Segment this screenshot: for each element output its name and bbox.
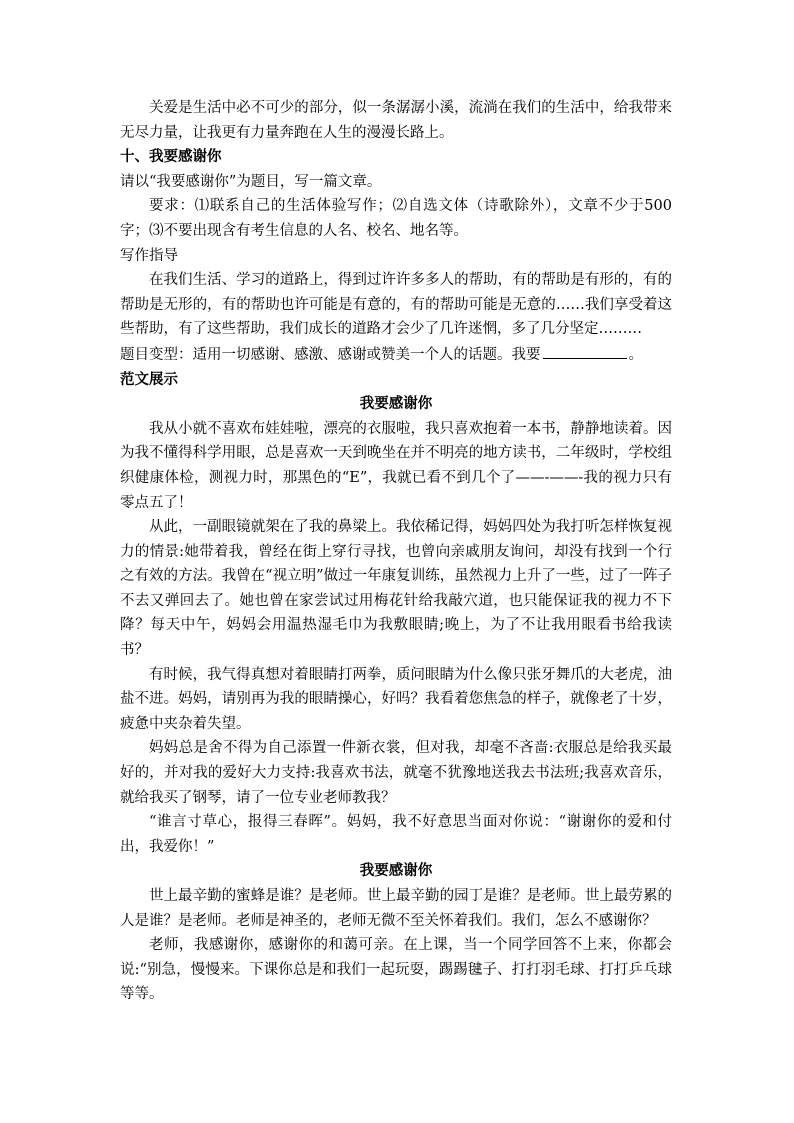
- essay2-title: 我要感谢你: [359, 863, 433, 880]
- guide-paragraph: 在我们生活、学习的道路上，得到过许许多多人的帮助，有的帮助是有形的，有的帮助是无形的，有的帮助也许可能是有意的，有的帮助可能是无意的……我们享受着这些帮助，有了这些帮助，我们成长的道路才会少了几许迷惘，多了几分坚定………: [120, 272, 672, 338]
- essay1-paragraph: 妈妈总是舍不得为自己添置一件新衣裳，但对我，却毫不吝啬:衣服总是给我买最好的，并对我的爱好大力支持:我喜欢书法，就毫不犹豫地送我去书法班;我喜欢音乐，就给我买了钢琴，请了一位专业老师教我？: [120, 740, 672, 806]
- variation-text: 题目变型：适用一切感谢、感激、感谢或赞美一个人的话题。我要: [120, 346, 541, 363]
- essay1-paragraph: 从此，一副眼镜就架在了我的鼻梁上。我依稀记得，妈妈四处为我打听怎样恢复视力的情景:她带着我，曾经在街上穿行寻找，也曾向亲戚朋友询问，却没有找到一个行之有效的方法。我曾在“视立明”做过一年康复训练，虽然视力上升了一些，过了一阵子不去又弹回去了。她也曾在家尝试过用梅花针给我敲穴道，也只能保证我的视力不下降？每天中午，妈妈会用温热湿毛巾为我敷眼睛;晚上，为了不让我用眼看书给我读书？: [120, 519, 672, 659]
- intro-paragraph: 关爱是生活中必不可少的部分，似一条潺潺小溪，流淌在我们的生活中，给我带来无尽力量，让我更有力量奔跑在人生的漫漫长路上。: [120, 100, 672, 141]
- essay1-paragraph: 有时候，我气得真想对着眼睛打两拳，质问眼睛为什么像只张牙舞爪的大老虎，油盐不进。妈妈，请别再为我的眼睛操心，好吗？我看着您焦急的样子，就像老了十岁，疲惫中夹杂着失望。: [120, 666, 672, 732]
- fill-in-blank: [543, 342, 627, 359]
- essay2-paragraph: 世上最辛勤的蜜蜂是谁？是老师。世上最辛勤的园丁是谁？是老师。世上最劳累的人是谁？是老师。老师是神圣的，老师无微不至关怀着我们。我们，怎么不感谢你？: [120, 888, 672, 929]
- document-page: [120, 96, 672, 1007]
- sample-heading: 范文展示: [120, 371, 178, 388]
- requirements-paragraph: 要求：⑴联系自己的生活体验写作；⑵自选文体（诗歌除外），文章不少于500字；⑶不要出现含有考生信息的人名、校名、地名等。: [120, 198, 672, 239]
- variation-line: [120, 342, 672, 368]
- prompt-line: 请以“我要感谢你”为题目，写一篇文章。: [120, 173, 382, 190]
- essay1-paragraph: 我从小就不喜欢布娃娃啦，漂亮的衣服啦，我只喜欢抱着一本书，静静地读着。因为我不懂得科学用眼，总是喜欢一天到晚坐在并不明亮的地方读书，二年级时，学校组织健康体检，测视力时，那黑色的“E”，我就已看不到几个了——-——-我的视力只有零点五了！: [120, 420, 672, 511]
- essay1-paragraph: “谁言寸草心，报得三春晖”。妈妈，我不好意思当面对你说：“谢谢你的爱和付出，我爱你！”: [120, 814, 672, 855]
- guide-heading: 写作指导: [120, 247, 178, 264]
- essay1-title: 我要感谢你: [359, 396, 433, 413]
- variation-end: 。: [628, 346, 643, 363]
- section-heading: 十、我要感谢你: [120, 149, 222, 166]
- essay2-paragraph: 老师，我感谢你，感谢你的和蔼可亲。在上课，当一个同学回答不上来，你都会说:“别急，慢慢来。下课你总是和我们一起玩耍，踢踢毽子、打打羽毛球、打打乒乓球等等。: [120, 937, 672, 1003]
